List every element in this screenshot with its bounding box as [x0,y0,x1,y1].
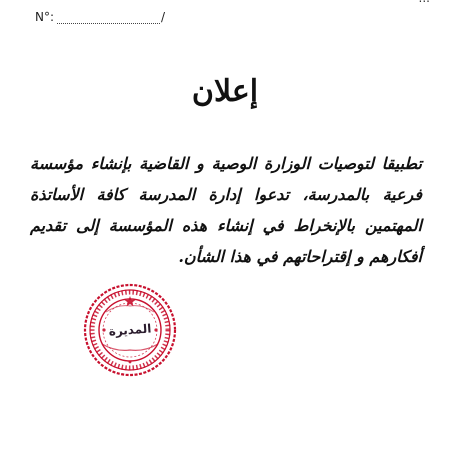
stamp-signatory-label: المديرة [108,321,152,339]
announcement-title: إعلان [191,74,259,109]
top-header-text [419,0,430,5]
top-header-fragment [290,0,430,5]
reference-number-slash: / [160,10,165,24]
reference-number-label: N°: [35,10,55,24]
announcement-paragraph: تطبيقا لتوصيات الوزارة الوصية و القاضية بإنشاء مؤسسة فرعية بالمدرسة، تدعوا إدارة المدرسة كافة الأساتذة المهتمين بالإنخراط في إنشاء هذه المؤسسة إلى تقديم أفكارهم و إقتراحاتهم في هذا الشأن. [30,154,422,266]
reference-number-dotted-blank [57,12,160,24]
official-stamp [82,282,178,378]
reference-number-line [35,8,165,24]
